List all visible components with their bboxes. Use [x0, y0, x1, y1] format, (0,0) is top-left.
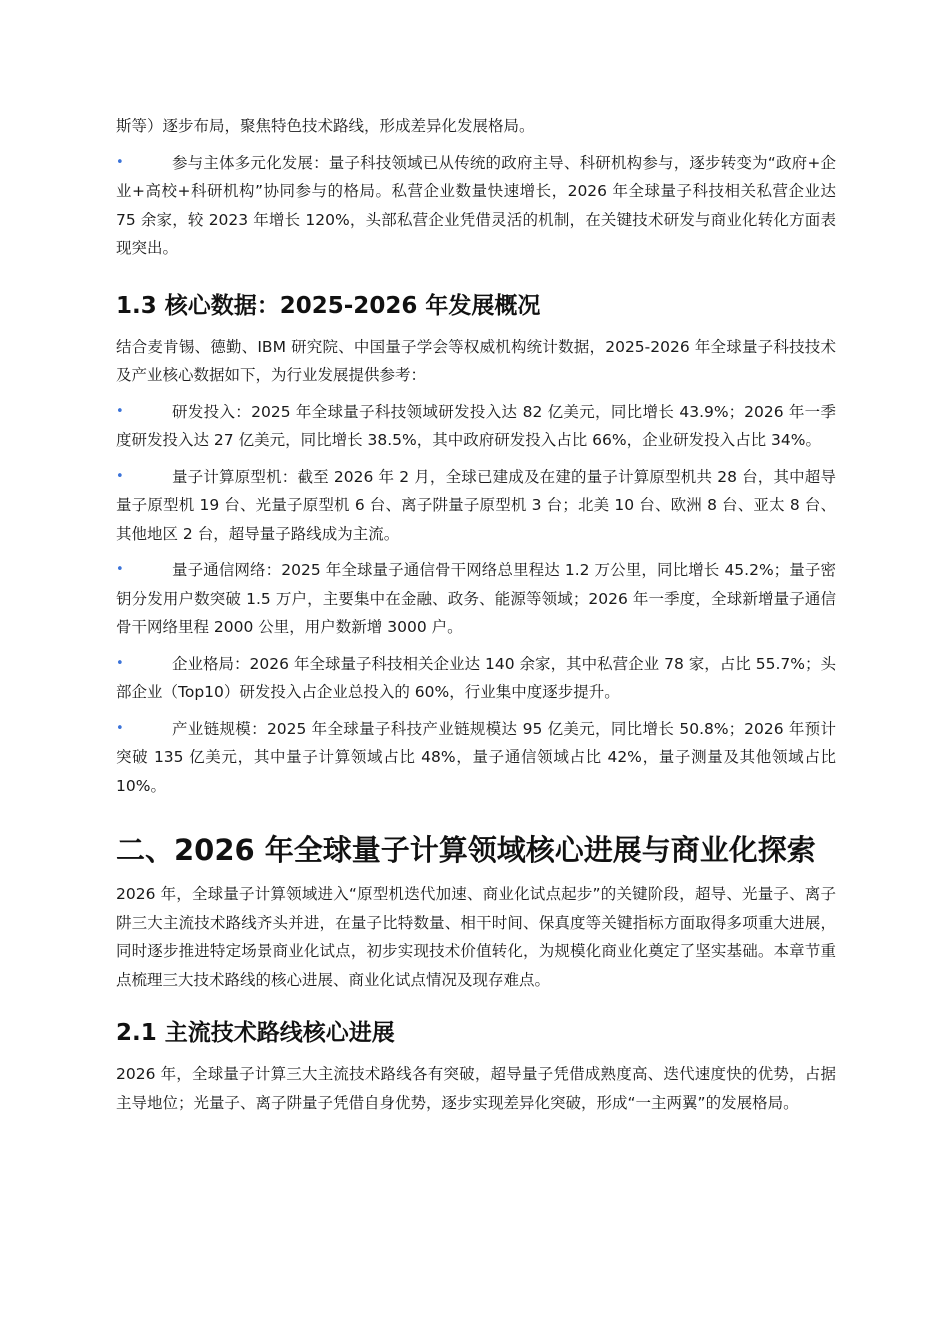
bullet-text: 产业链规模：2025 年全球量子科技产业链规模达 95 亿美元，同比增长 50.8%；2026 年预计突破 135 亿美元，其中量子计算领域占比 48%，量子通信领域占比 42%，量子测量及其他领域占比 10%。: [116, 719, 836, 795]
bullet-dot-icon: •: [116, 154, 124, 170]
bullet-item-rnd: [116, 398, 836, 455]
chapter-heading-2: 二、2026 年全球量子计算领域核心进展与商业化探索: [116, 833, 816, 867]
bullet-text: 量子通信网络：2025 年全球量子通信骨干网络总里程达 1.2 万公里，同比增长 45.2%；量子密钥分发用户数突破 1.5 万户，主要集中在金融、政务、能源等领域；2026 年一季度，全球新增量子通信骨干网络里程 2000 公里，用户数新增 3000 户。: [116, 561, 836, 636]
document-page: [116, 112, 836, 1117]
bullet-dot-icon: •: [116, 468, 124, 484]
bullet-text: 研发投入：2025 年全球量子科技领域研发投入达 82 亿美元，同比增长 43.9%；2026 年一季度研发投入达 27 亿美元，同比增长 38.5%，其中政府研发投入占比 66%，企业研发投入占比 34%。: [116, 402, 836, 449]
bullet-item-participants: [116, 149, 836, 263]
continuation-paragraph: 斯等）逐步布局，聚焦特色技术路线，形成差异化发展格局。: [116, 117, 535, 135]
bullet-dot-icon: •: [116, 562, 124, 577]
bullet-text: 量子计算原型机：截至 2026 年 2 月，全球已建成及在建的量子计算原型机共 28 台，其中超导量子原型机 19 台、光量子原型机 6 台、离子阱量子原型机 3 台；北美 10 台、欧洲 8 台、亚太 8 台、其他地区 2 台，超导量子路线成为主流。: [116, 467, 836, 543]
section-heading-2-1: 2.1 主流技术路线核心进展: [116, 1020, 395, 1046]
bullet-text: 企业格局：2026 年全球量子科技相关企业达 140 余家，其中私营企业 78 家，占比 55.7%；头部企业（Top10）研发投入占企业总投入的 60%，行业集中度逐步提升。: [116, 654, 836, 701]
bullet-item-network: [116, 556, 836, 642]
section-heading-1-3: 1.3 核心数据：2025-2026 年发展概况: [116, 292, 541, 319]
bullet-dot-icon: •: [116, 655, 124, 671]
bullet-dot-icon: •: [116, 720, 124, 736]
section-2-1-intro: 2026 年，全球量子计算三大主流技术路线各有突破，超导量子凭借成熟度高、迭代速度快的优势，占据主导地位；光量子、离子阱量子凭借自身优势，逐步实现差异化突破，形成“一主两翼”的发展格局。: [116, 1065, 836, 1112]
bullet-item-industry-chain: [116, 715, 836, 801]
bullet-item-enterprises: [116, 650, 836, 707]
bullet-text: 参与主体多元化发展：量子科技领域已从传统的政府主导、科研机构参与，逐步转变为“政府+企业+高校+科研机构”协同参与的格局。私营企业数量快速增长，2026 年全球量子科技相关私营企业达 75 余家，较 2023 年增长 120%，头部私营企业凭借灵活的机制，在关键技术研发与商业化转化方面表现突出。: [116, 153, 836, 257]
section-1-3-intro: 结合麦肯锡、德勤、IBM 研究院、中国量子学会等权威机构统计数据，2025-2026 年全球量子科技技术及产业核心数据如下，为行业发展提供参考：: [116, 337, 836, 384]
chapter-2-intro: 2026 年，全球量子计算领域进入“原型机迭代加速、商业化试点起步”的关键阶段，超导、光量子、离子阱三大主流技术路线齐头并进，在量子比特数量、相干时间、保真度等关键指标方面取得多项重大进展，同时逐步推进特定场景商业化试点，初步实现技术价值转化，为规模化商业化奠定了坚实基础。本章节重点梳理三大技术路线的核心进展、商业化试点情况及现存难点。: [116, 885, 836, 989]
bullet-dot-icon: •: [116, 403, 124, 419]
bullet-item-prototypes: [116, 463, 836, 549]
